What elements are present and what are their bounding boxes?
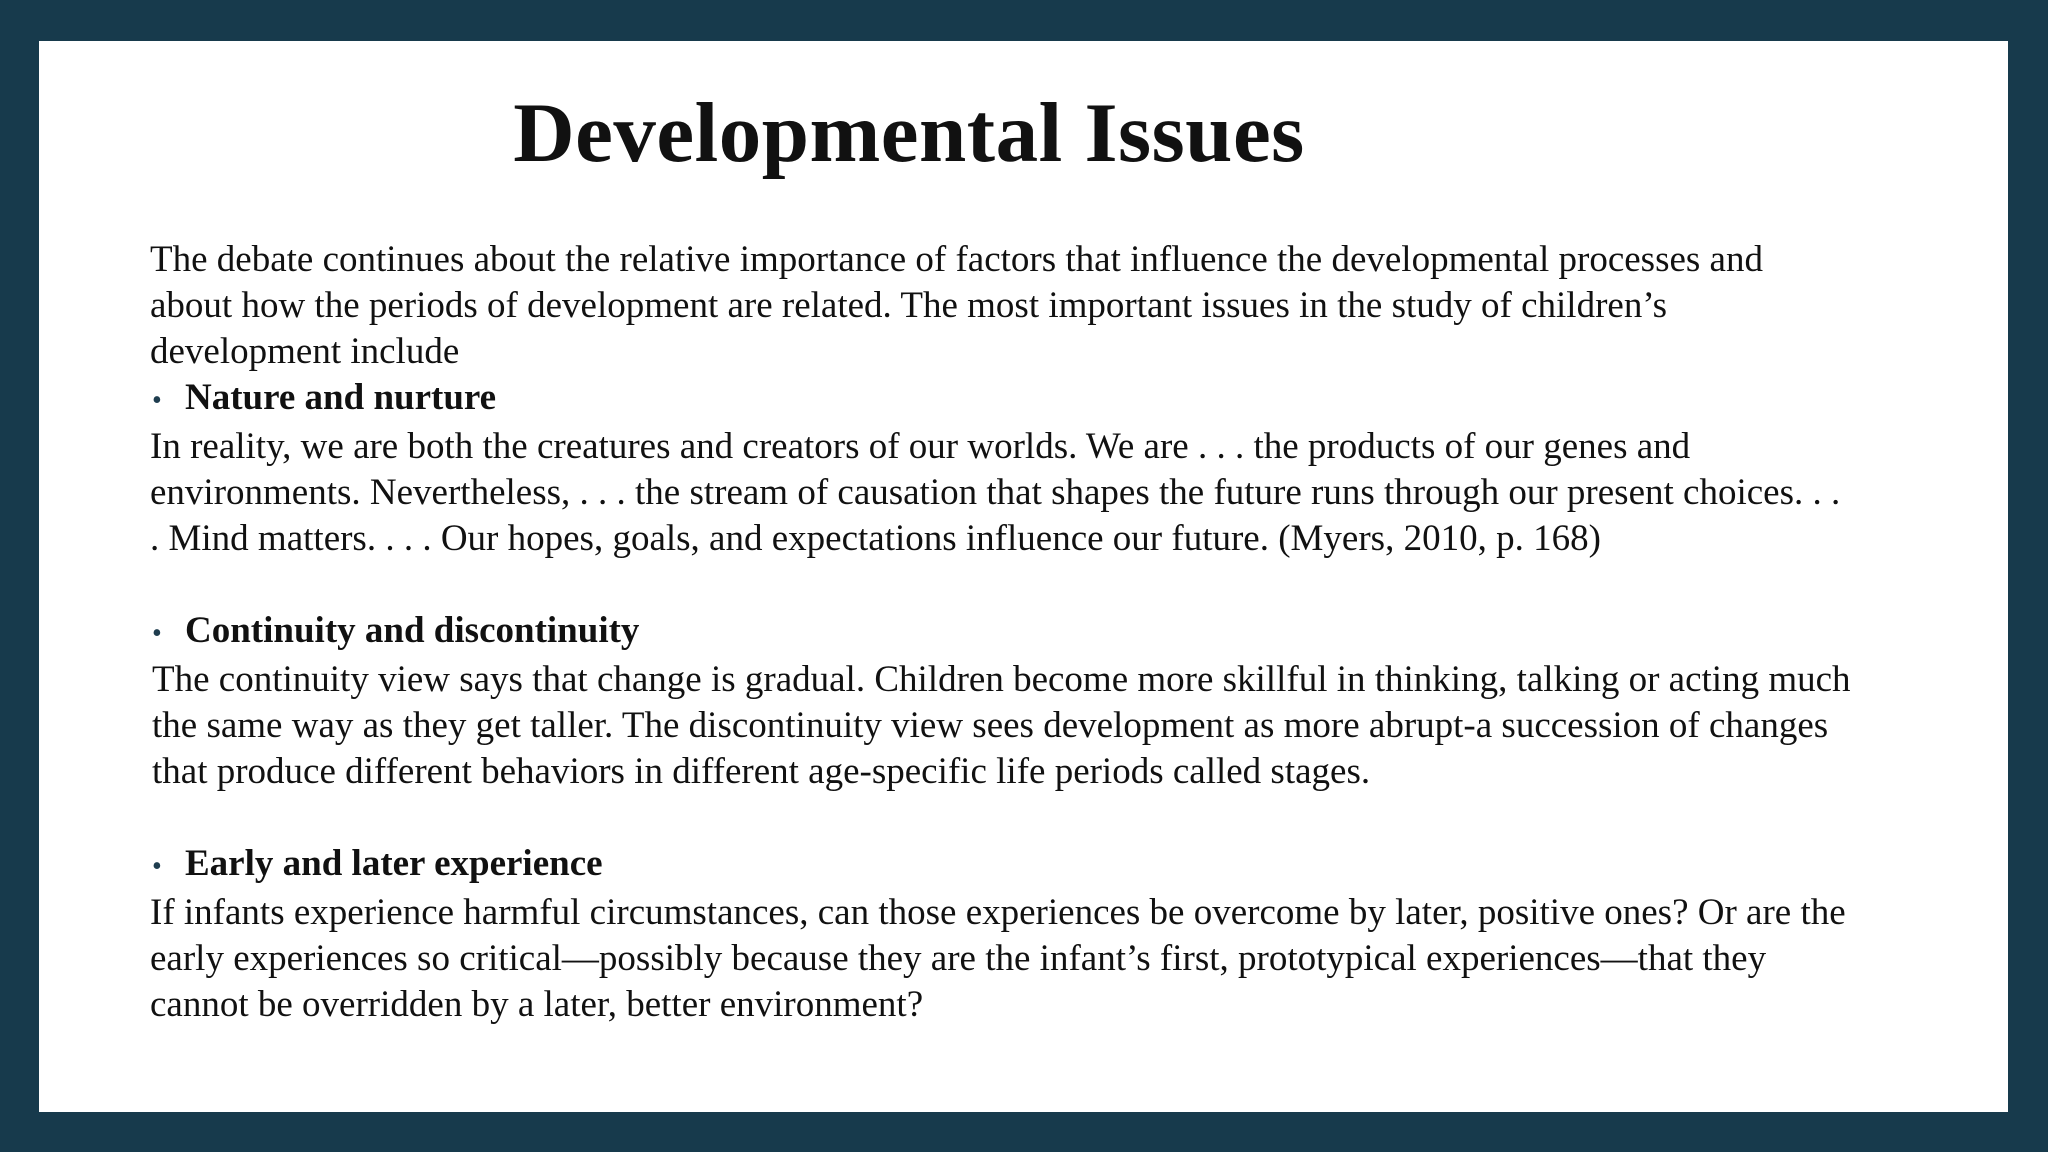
spacer bbox=[150, 562, 1960, 608]
slide bbox=[39, 41, 2008, 1112]
section-text-early-later: If infants experience harmful circumstances, can those experiences be overcome by later, positive ones? Or are the early experiences so critical—possibly because they are the infant’s first, prototypical experiences—that they cannot be overridden by a later, better environment? bbox=[150, 892, 1846, 1025]
section-heading-early-later bbox=[150, 841, 1960, 890]
spacer bbox=[150, 795, 1960, 841]
section-heading-text: Nature and nurture bbox=[185, 377, 497, 418]
slide-title: Developmental Issues bbox=[513, 86, 1305, 180]
intro-paragraph: The debate continues about the relative importance of factors that influence the developmental processes and about how the periods of development are related. The most important issues in the study of children’s development include bbox=[150, 239, 1763, 372]
bullet-dot-icon: • bbox=[152, 618, 162, 649]
section-text-nature-nurture: In reality, we are both the creatures and creators of our worlds. We are . . . the products of our genes and environments. Nevertheless, . . . the stream of causation that shapes the future runs through our present choices. . . . Mind matters. . . . Our hopes, goals, and expectations influence our future. (Myers, 2010, p. 168) bbox=[150, 426, 1841, 559]
section-text-continuity: The continuity view says that change is gradual. Children become more skillful in thinking, talking or acting much the same way as they get taller. The discontinuity view sees development as more abrupt-a succession of changes that produce different behaviors in different age-specific life periods called stages. bbox=[152, 659, 1851, 792]
section-heading-text: Early and later experience bbox=[185, 843, 603, 884]
section-heading-continuity bbox=[150, 608, 1960, 657]
bullet-dot-icon: • bbox=[152, 385, 162, 416]
bullet-dot-icon: • bbox=[152, 851, 162, 882]
section-heading-nature-nurture bbox=[150, 375, 1960, 424]
slide-body bbox=[150, 237, 1960, 1028]
section-heading-text: Continuity and discontinuity bbox=[185, 610, 640, 651]
